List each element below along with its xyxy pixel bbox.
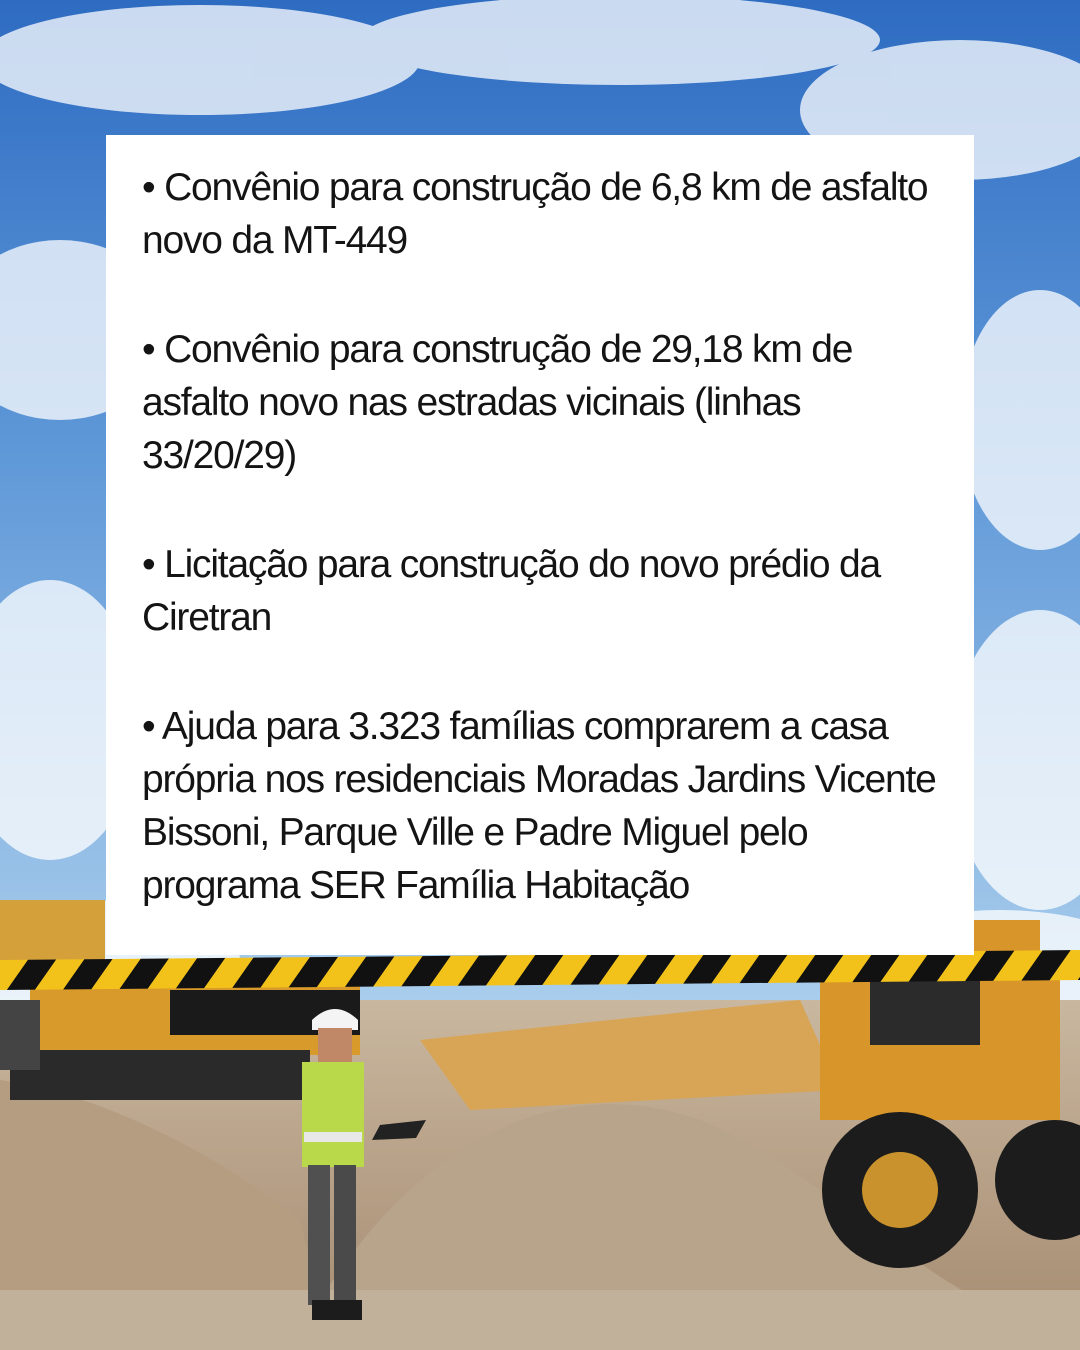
info-card [106,135,974,955]
bullet-item-ciretran: • Licitação para construção do novo prédio da Ciretran [142,543,880,639]
bullet-item-housing: • Ajuda para 3.323 famílias comprarem a casa própria nos residenciais Moradas Jardins Vicente Bissoni, Parque Ville e Padre Miguel pelo programa SER Família Habitação [142,705,936,907]
bullet-item-mt449: • Convênio para construção de 6,8 km de asfalto novo da MT-449 [142,166,928,262]
foreground-soil [0,1290,1080,1350]
bullet-item-vicinal-roads: • Convênio para construção de 29,18 km de asfalto novo nas estradas vicinais (linhas 33/20/29) [142,328,853,477]
